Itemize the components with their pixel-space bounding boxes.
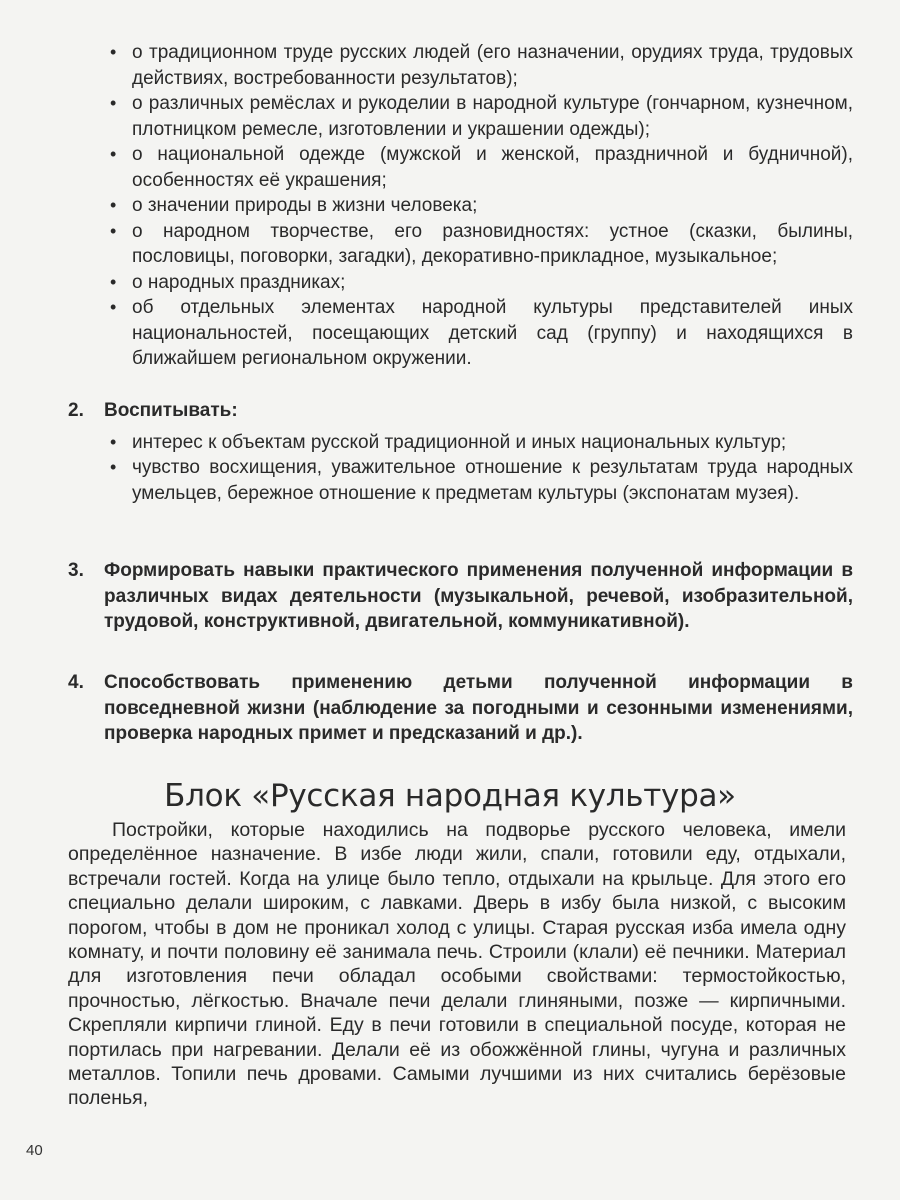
upbringing-bullet-list — [108, 430, 853, 507]
numbered-item-2 — [68, 398, 853, 506]
item-text: Формировать навыки практического применения полученной информации в различных видах деятельности (музыкальной, речевой, изобразительной, трудовой, конструктивной, двигательной, коммуникативной). — [104, 560, 853, 632]
list-item: • о различных ремёслах и рукоделии в народной культуре (гончарном, кузнечном, плотницком ремесле, изготовлении и украшении одежды); — [108, 91, 853, 142]
list-item: • о традиционном труде русских людей (его назначении, орудиях труда, трудовых действиях, востребованности результатов); — [108, 40, 853, 91]
list-item: • интерес к объектам русской традиционной и иных национальных культур; — [108, 430, 853, 456]
item-number: 3. — [68, 560, 84, 581]
numbered-item-3 — [68, 558, 853, 635]
knowledge-bullet-list — [108, 40, 853, 372]
list-item: • о народных праздниках; — [108, 270, 853, 296]
section-paragraph: Постройки, которые находились на подворье русского человека, имели определённое назначение. В избе люди жили, спали, готовили еду, отдыхали, встречали гостей. Когда на улице было тепло, отдыхали на крыльце. Для этого его специально делали широким, с лавками. Дверь в избу была низкой, с высоким порогом, чтобы в дом не проникал холод с улицы. Старая русская изба имела одну комнату, и почти половину её занимала печь. Строили (клали) её печники. Материал для изготовления печи обладал особыми свойствами: термостойкостью, прочностью, лёгкостью. Вначале печи делали глиняными, позже — кирпичными. Скрепляли кирпичи глиной. Еду в печи готовили в специальной посуде, которая не портилась при нагревании. Делали её из обожжённой глины, чугуна и различных металлов. Топили печь дровами. Самыми лучшими из них считались берёзовые поленья, — [68, 819, 846, 1110]
item-number: 4. — [68, 672, 84, 693]
list-item: • о значении природы в жизни человека; — [108, 193, 853, 219]
item-title: Воспитывать: — [104, 400, 238, 421]
numbered-item-4 — [68, 670, 853, 747]
section-heading: Блок «Русская народная культура» — [164, 778, 736, 814]
list-item: • о национальной одежде (мужской и женской, праздничной и будничной), особенностях её украшения; — [108, 142, 853, 193]
item-number: 2. — [68, 400, 84, 421]
list-item: • о народном творчестве, его разновидностях: устное (сказки, былины, пословицы, поговорки, загадки), декоративно-прикладное, музыкальное; — [108, 219, 853, 270]
list-item: • чувство восхищения, уважительное отношение к результатам труда народных умельцев, бережное отношение к предметам культуры (экспонатам музея). — [108, 455, 853, 506]
item-text: Способствовать применению детьми полученной информации в повседневной жизни (наблюдение за погодными и сезонными изменениями, проверка народных примет и предсказаний и др.). — [104, 672, 853, 744]
list-item: • об отдельных элементах народной культуры представителей иных национальностей, посещающих детский сад (группу) и находящихся в ближайшем региональном окружении. — [108, 295, 853, 372]
page-number: 40 — [26, 1142, 43, 1159]
